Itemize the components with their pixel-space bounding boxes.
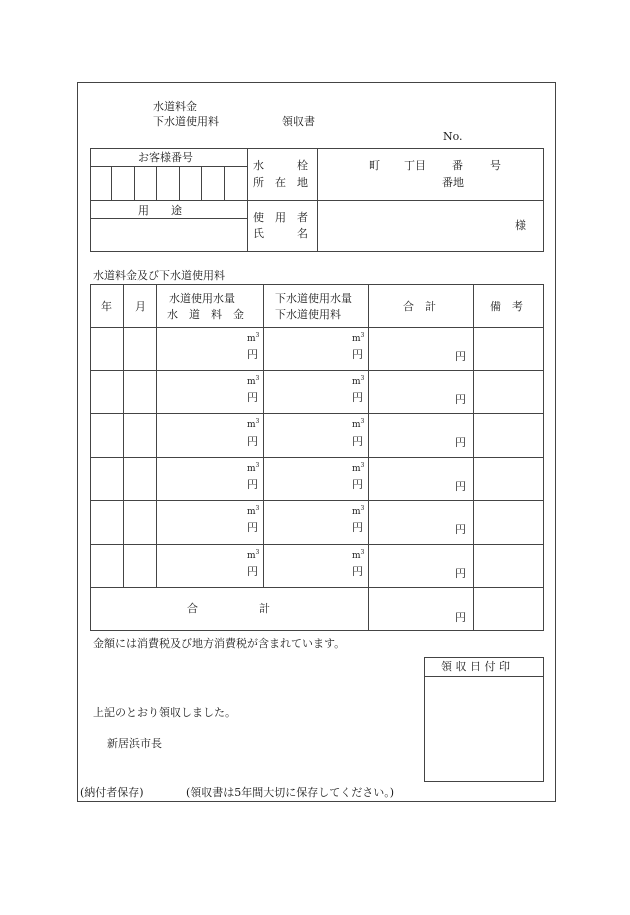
customer-number-label: お客様番号 [138,151,193,164]
tax-note: 金額には消費税及び地方消費税が含まれています。 [93,637,346,650]
payer-copy-label: (納付者保存) [80,786,144,799]
address-banchi: 番地 [442,176,464,189]
receipt-title: 領収書 [282,115,315,128]
date-stamp-label: 領 収 日 付 印 [441,660,510,673]
unit-yen: 円 [247,435,258,448]
unit-yen: 円 [455,523,466,536]
usage-label: 用 途 [138,204,182,217]
unit-cubic-meter: $m^3$ [352,375,365,387]
unit-yen: 円 [352,565,363,578]
received-statement: 上記のとおり領収しました。 [93,706,236,719]
digit-cell-divider [156,166,157,200]
unit-cubic-meter: $m^3$ [352,549,365,561]
divider [90,544,544,545]
col-header-sewer-fee: 下水道使用料 [275,308,341,321]
unit-yen: 円 [247,521,258,534]
unit-yen: 円 [247,348,258,361]
honorific-sama: 様 [515,219,526,232]
divider [90,218,247,219]
divider [123,284,124,587]
divider [90,457,544,458]
location-label-line1: 水 栓 [253,159,308,172]
divider [90,370,544,371]
unit-cubic-meter: $m^3$ [352,332,365,344]
charges-section-title: 水道料金及び下水道使用料 [93,269,225,282]
unit-cubic-meter: $m^3$ [247,505,260,517]
unit-cubic-meter: $m^3$ [247,332,260,344]
unit-cubic-meter: $m^3$ [247,375,260,387]
unit-yen: 円 [455,350,466,363]
total-label-second: 計 [259,602,270,615]
unit-yen: 円 [455,393,466,406]
digit-cell-divider [134,166,135,200]
unit-cubic-meter: $m^3$ [352,462,365,474]
unit-cubic-meter: $m^3$ [247,462,260,474]
divider [90,500,544,501]
divider [317,148,318,252]
divider [90,327,544,328]
title-water-fee: 水道料金 [153,100,197,113]
unit-yen: 円 [352,478,363,491]
address-ban: 番 [452,159,463,172]
digit-cell-divider [224,166,225,200]
digit-cell-divider [179,166,180,200]
user-label-line2: 氏 名 [253,227,308,240]
col-header-water-volume: 水道使用水量 [169,292,235,305]
location-label-line2: 所 在 地 [253,176,308,189]
address-chome: 丁目 [404,159,426,172]
unit-yen: 円 [455,480,466,493]
col-header-year: 年 [101,300,112,313]
col-header-water-fee: 水 道 料 金 [167,308,244,321]
unit-yen: 円 [247,478,258,491]
col-header-sewer-volume: 下水道使用水量 [275,292,352,305]
address-cho: 町 [369,159,380,172]
title-sewer-fee: 下水道使用料 [153,115,219,128]
divider [90,413,544,414]
divider [156,284,157,587]
col-header-total: 合 計 [403,300,436,313]
digit-cell-divider [201,166,202,200]
total-unit-yen: 円 [455,611,466,624]
keep-note: (領収書は5年間大切に保存してください。) [186,786,395,799]
unit-cubic-meter: $m^3$ [352,418,365,430]
divider [90,587,544,588]
total-label-first: 合 [187,602,198,615]
unit-cubic-meter: $m^3$ [247,418,260,430]
mayor-signature: 新居浜市長 [107,737,162,750]
divider [263,284,264,587]
unit-yen: 円 [455,567,466,580]
col-header-month: 月 [135,300,146,313]
unit-yen: 円 [352,521,363,534]
unit-yen: 円 [247,391,258,404]
unit-yen: 円 [352,391,363,404]
user-label-line1: 使 用 者 [253,211,308,224]
unit-cubic-meter: $m^3$ [352,505,365,517]
unit-yen: 円 [352,435,363,448]
address-go: 号 [490,159,501,172]
unit-yen: 円 [352,348,363,361]
digit-cell-divider [111,166,112,200]
unit-yen: 円 [455,436,466,449]
col-header-remarks: 備 考 [490,300,523,313]
unit-yen: 円 [247,565,258,578]
number-label: No. [443,130,463,143]
unit-cubic-meter: $m^3$ [247,549,260,561]
divider [247,148,248,252]
divider [424,676,544,677]
